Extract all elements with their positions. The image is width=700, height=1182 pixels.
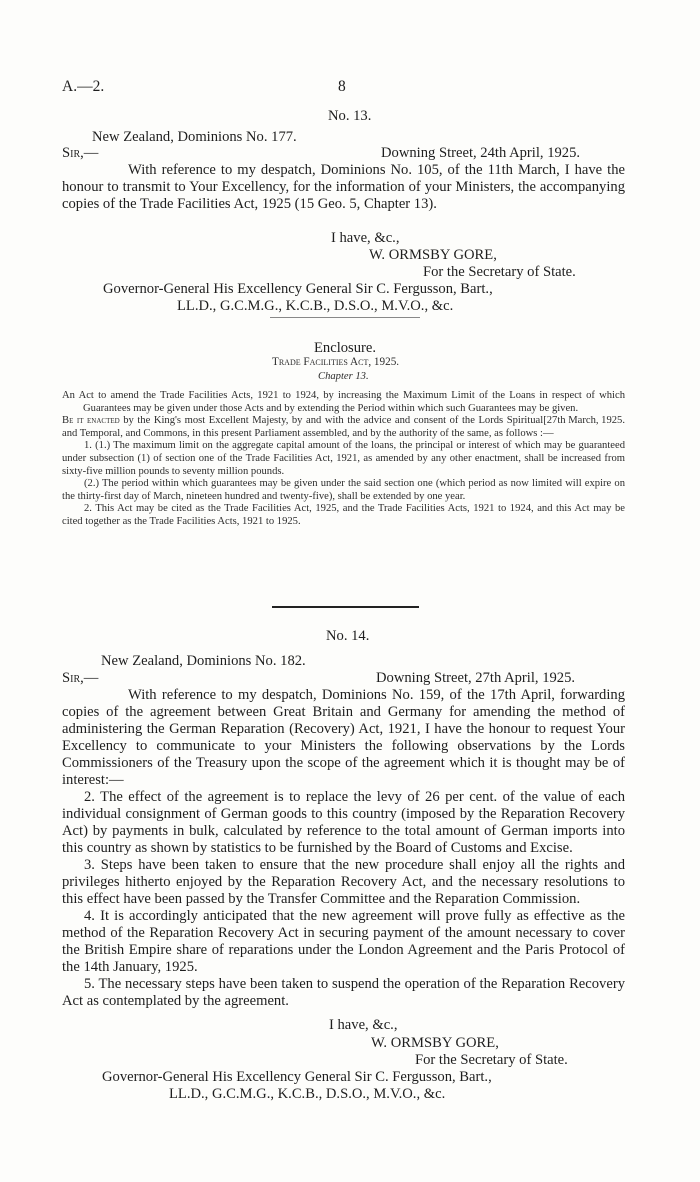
dispatch-13-place-date: Downing Street, 24th April, 1925. xyxy=(381,145,581,161)
act-section-2: 2. This Act may be cited as the Trade Facilities Act, 1925, and the Trade Facilities Acts, 1921 to 1924, and this Act may be cited together as the Trade Facilities Acts, 1921 to 1925. xyxy=(62,503,625,527)
dispatch-14-addressee-titles: LL.D., G.C.M.G., K.C.B., D.S.O., M.V.O., &c. xyxy=(169,1086,446,1102)
dispatch-13-signature: W. ORMSBY GORE, xyxy=(369,247,497,263)
act-text xyxy=(62,390,625,529)
dispatch-13-addressee: Governor-General His Excellency General Sir C. Fergusson, Bart., xyxy=(103,281,493,297)
dispatch-13-capacity: For the Secretary of State. xyxy=(423,264,576,280)
enacting-rest: by the King's most Excellent Majesty, by and with the advice and consent of the Lords Spiritual and Temporal, and Commons, in this present Parliament assembled, and by the authority of the same, as follows :— xyxy=(62,415,554,439)
page-ref: A.—2. xyxy=(62,78,105,95)
dispatch-13-addressee-titles: LL.D., G.C.M.G., K.C.B., D.S.O., M.V.O., &c. xyxy=(177,298,454,314)
section-divider-thick xyxy=(272,606,419,608)
dispatch-14-paragraph-4: 4. It is accordingly anticipated that the new agreement will prove fully as effective as the method of the Reparation Recovery Act in securing payment of the amount necessary to cover the British Empire share of reparations under the London Agreement and the Paris Protocol of the 14th January, 1925. xyxy=(62,908,625,975)
dispatch-13-series: New Zealand, Dominions No. 177. xyxy=(92,129,297,145)
dispatch-14-signature: W. ORMSBY GORE, xyxy=(371,1035,499,1051)
act-chapter: Chapter 13. xyxy=(318,371,369,382)
dispatch-14-place-date: Downing Street, 27th April, 1925. xyxy=(376,670,576,686)
dispatch-13-number: No. 13. xyxy=(328,108,372,124)
dispatch-13-paragraph: With reference to my despatch, Dominions No. 105, of the 11th March, I have the honour to transmit to Your Excellency, for the information of your Ministers, the accompanying copies of the Trade Facilities Act, 1925 (15 Geo. 5, Chapter 13). xyxy=(62,162,625,212)
dispatch-13-salutation: Sir,— xyxy=(62,145,99,161)
dispatch-14-addressee: Governor-General His Excellency General Sir C. Fergusson, Bart., xyxy=(102,1069,492,1085)
dispatch-14-capacity: For the Secretary of State. xyxy=(415,1052,568,1068)
act-assent-date: [27th March, 1925. xyxy=(543,415,625,427)
page-number: 8 xyxy=(338,78,346,95)
dispatch-14-paragraph-3: 3. Steps have been taken to ensure that the new procedure shall enjoy all the rights and privileges hitherto enjoyed by the Reparation Recovery Act, and the necessary resolutions to this effect have been passed by the Transfer Committee and the Reparation Commission. xyxy=(62,857,625,907)
dispatch-13-closing: I have, &c., xyxy=(331,230,400,246)
dispatch-14-closing: I have, &c., xyxy=(329,1017,398,1033)
section-divider-thin xyxy=(270,317,420,318)
dispatch-14-number: No. 14. xyxy=(326,628,370,644)
enclosure-heading: Enclosure. xyxy=(314,340,377,356)
dispatch-14-paragraph-5: 5. The necessary steps have been taken to suspend the operation of the Reparation Recovery Act as contemplated by the agreement. xyxy=(62,976,625,1009)
dispatch-14-series: New Zealand, Dominions No. 182. xyxy=(101,653,306,669)
act-section-1-1: 1. (1.) The maximum limit on the aggregate capital amount of the loans, the principal or interest of which may be guaranteed under subsection (1) of section one of the Trade Facilities Act, 1921, as amended by any other enactment, shall be increased from sixty-five million pounds to seventy million pounds. xyxy=(62,440,625,477)
act-title: Trade Facilities Act, 1925. xyxy=(272,356,400,368)
dispatch-14-paragraph-1: With reference to my despatch, Dominions No. 159, of the 17th April, forwarding copies of the agreement between Great Britain and Germany for amending the method of administering the German Reparation (Recovery) Act, 1921, I have the honour to request Your Excellency to communicate to your Ministers the following observations by the Lords Commissioners of the Treasury upon the scope of the agreement which it is thought may be of interest:— xyxy=(62,687,625,788)
dispatch-14-salutation: Sir,— xyxy=(62,670,99,686)
act-long-title-text: An Act to amend the Trade Facilities Acts, 1921 to 1924, by increasing the Maximum Limit of the Loans in respect of which Guarantees may be given under those Acts and by extending the Period within which such Guarantees may be given. xyxy=(62,390,625,414)
dispatch-13-body xyxy=(62,162,625,213)
dispatch-14-body xyxy=(62,687,625,1010)
act-section-1-2: (2.) The period within which guarantees may be given under the said section one (which period as now limited will expire on the thirty-first day of March, nineteen hundred and twenty-five), shall be extended by one year. xyxy=(62,478,625,502)
dispatch-14-paragraph-2: 2. The effect of the agreement is to replace the levy of 26 per cent. of the value of each individual consignment of German goods to this country (imposed by the Reparation Recovery Act) by payments in bulk, calculated by reference to the total amount of German imports into this country as shown by statistics to be furnished by the Board of Customs and Excise. xyxy=(62,789,625,856)
enacting-lead: Be it enacted xyxy=(62,415,120,427)
act-enacting-formula xyxy=(62,415,625,440)
